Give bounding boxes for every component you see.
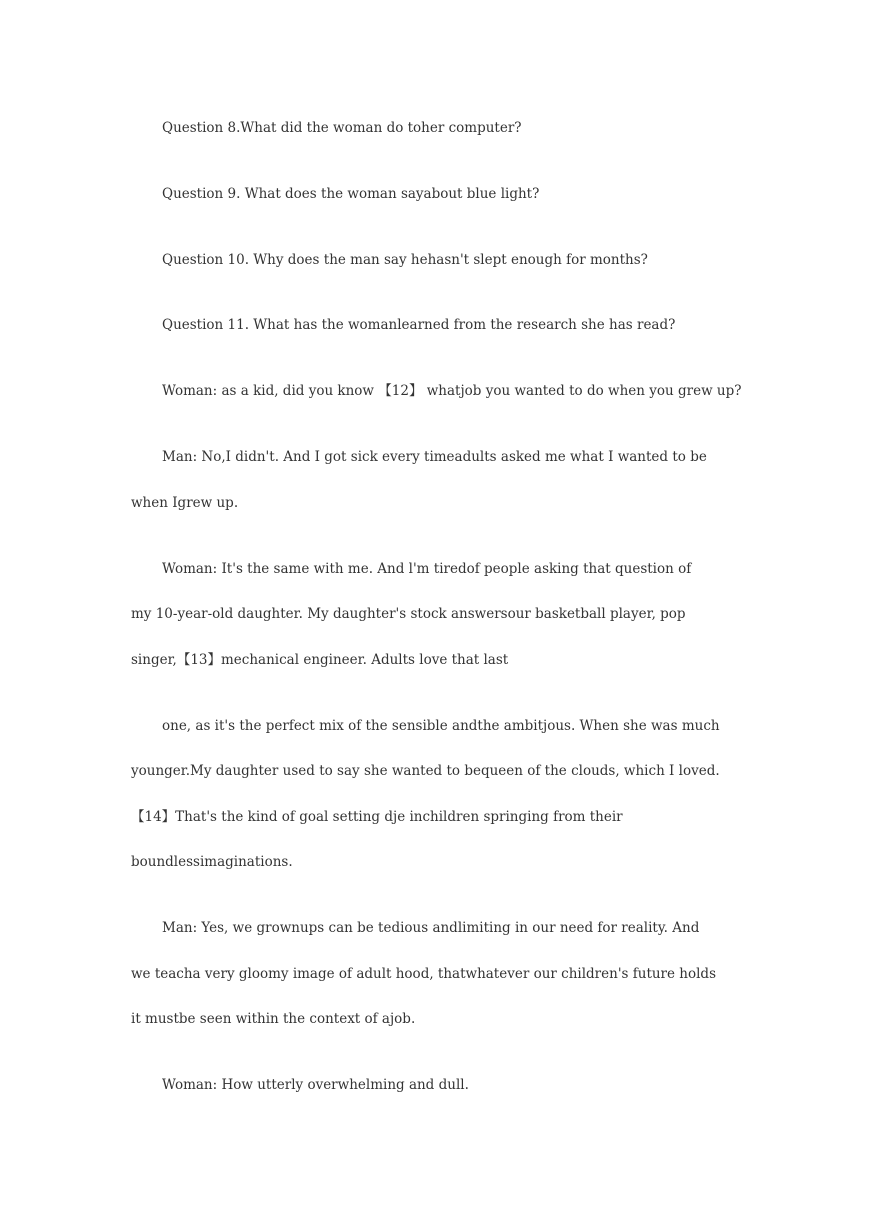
dialogue-line: boundlessimaginations. (131, 854, 293, 870)
dialogue-line: Woman: How utterly overwhelming and dull. (162, 1077, 469, 1093)
dialogue-line: we teacha very gloomy image of adult hood, thatwhatever our children's future holds (131, 966, 717, 982)
dialogue-line: 【14】That's the kind of goal setting dje inchildren springing from their (131, 809, 623, 825)
question-10: Question 10. Why does the man say hehasn't slept enough for months? (162, 252, 648, 268)
dialogue-line: Woman: It's the same with me. And l'm tiredof people asking that question of (162, 561, 692, 577)
dialogue-line: Man: Yes, we grownups can be tedious andlimiting in our need for reality. And (162, 920, 700, 936)
dialogue-line: it mustbe seen within the context of ajob. (131, 1011, 416, 1027)
dialogue-line: singer,【13】mechanical engineer. Adults love that last (131, 652, 509, 668)
dialogue-line: younger.My daughter used to say she wanted to bequeen of the clouds, which I loved. (131, 763, 720, 779)
question-11: Question 11. What has the womanlearned from the research she has read? (162, 317, 676, 333)
dialogue-line: when Igrew up. (131, 495, 239, 511)
dialogue-line: one, as it's the perfect mix of the sensible andthe ambitjous. When she was much (162, 718, 720, 734)
question-8: Question 8.What did the woman do toher computer? (162, 120, 522, 136)
question-9: Question 9. What does the woman sayabout blue light? (162, 186, 540, 202)
dialogue-line: my 10-year-old daughter. My daughter's stock answersour basketball player, pop (131, 606, 686, 622)
dialogue-line: Man: No,I didn't. And I got sick every timeadults asked me what I wanted to be (162, 449, 707, 465)
dialogue-line: Woman: as a kid, did you know 【12】 whatjob you wanted to do when you grew up? (162, 383, 742, 399)
